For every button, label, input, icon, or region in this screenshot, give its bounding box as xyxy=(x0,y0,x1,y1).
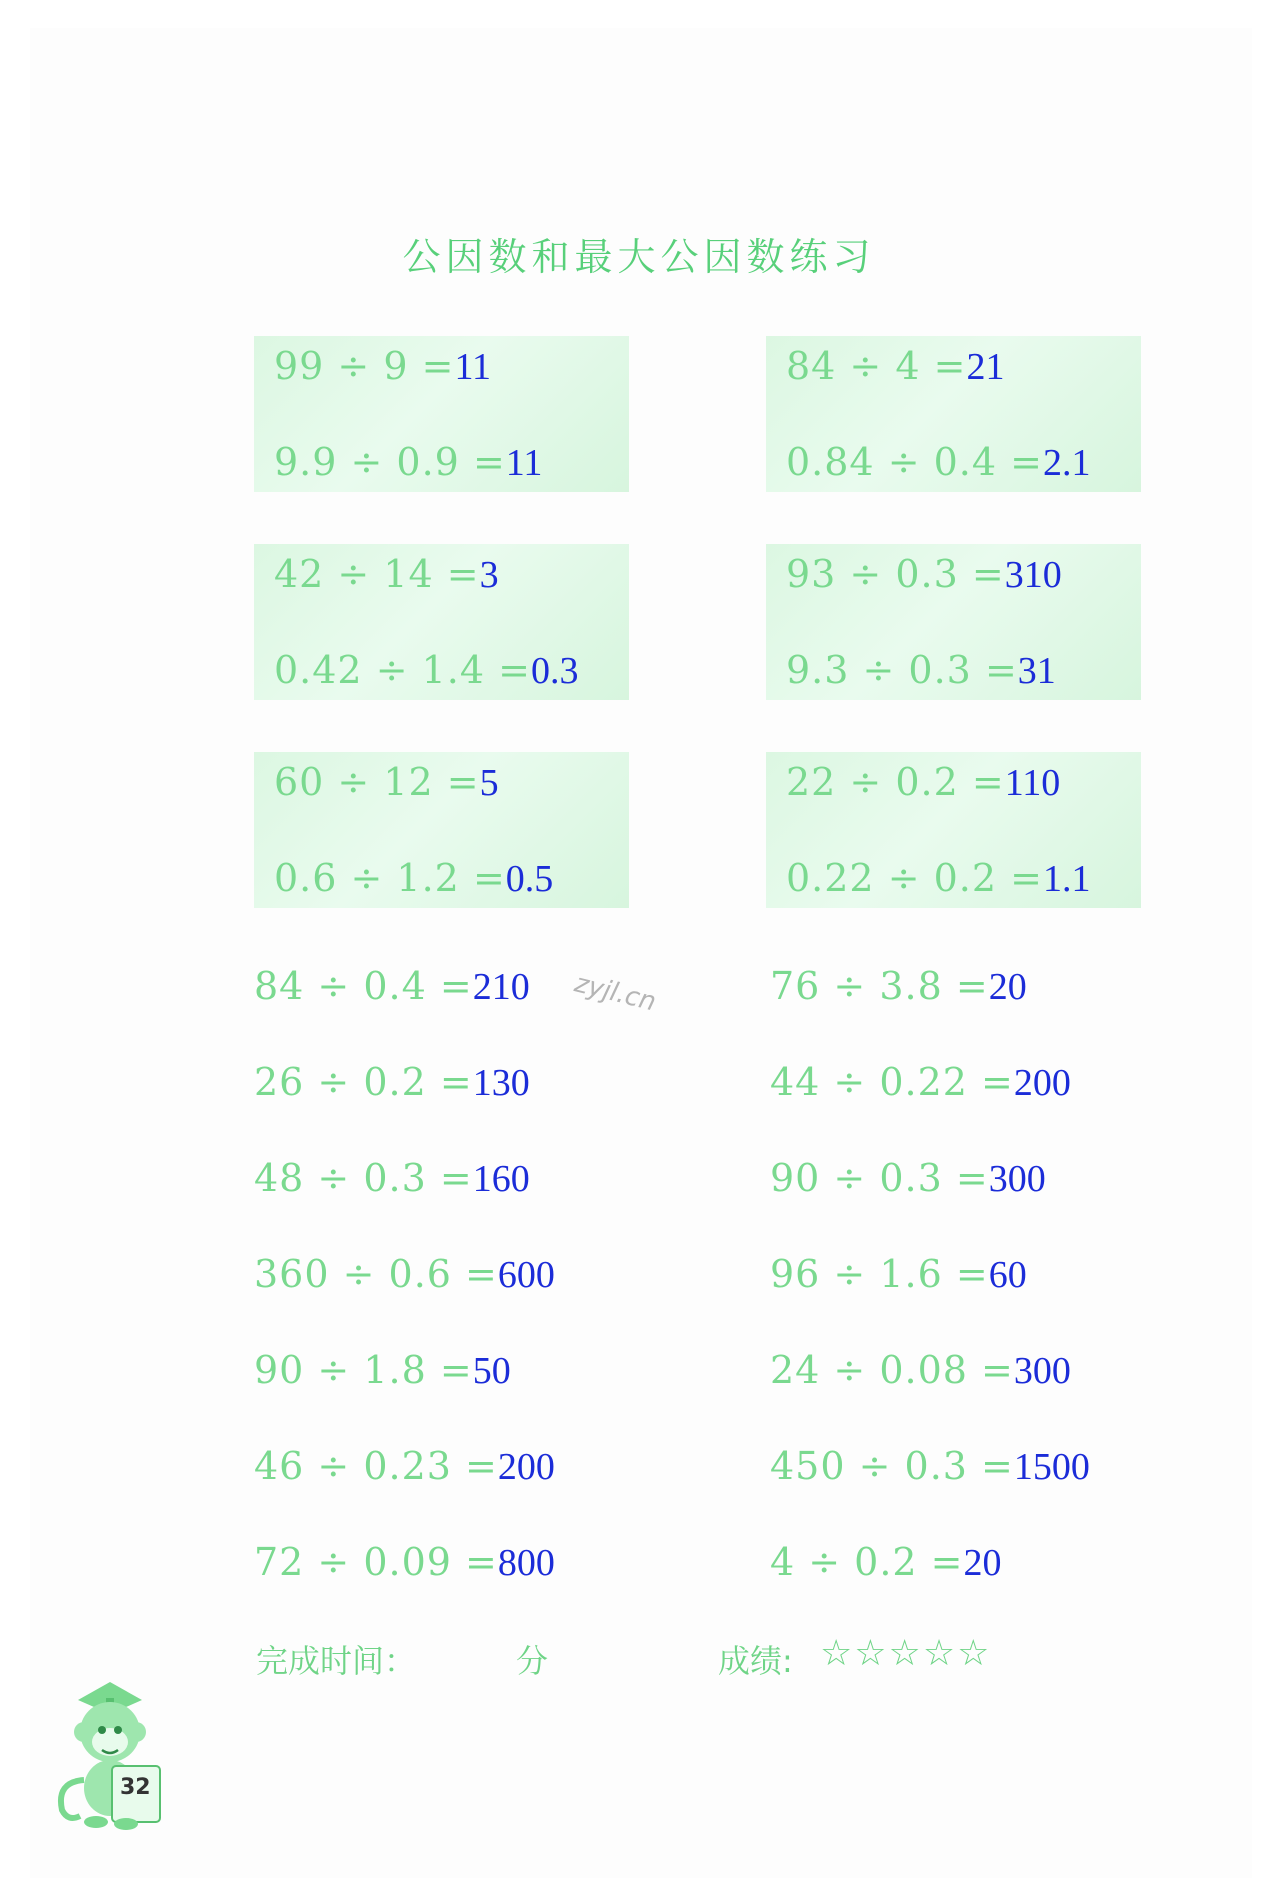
answer: 300 xyxy=(988,1158,1046,1200)
equation: 60 ÷ 12 =5 xyxy=(274,760,499,804)
answer: 11 xyxy=(505,442,543,484)
equation: 4 ÷ 0.2 =20 xyxy=(770,1540,1002,1584)
equation: 48 ÷ 0.3 =160 xyxy=(254,1156,530,1200)
equation: 0.22 ÷ 0.2 =1.1 xyxy=(786,856,1091,900)
page-number: 32 xyxy=(120,1775,151,1800)
page-title: 公因数和最大公因数练习 xyxy=(402,235,876,279)
rating-stars: ☆☆☆☆☆ xyxy=(820,1633,992,1674)
completion-time-label: 完成时间： xyxy=(256,1642,417,1680)
answer: 600 xyxy=(497,1254,555,1296)
answer: 200 xyxy=(1013,1062,1071,1104)
equation: 84 ÷ 0.4 =210 xyxy=(254,964,530,1008)
equation: 24 ÷ 0.08 =300 xyxy=(770,1348,1071,1392)
answer: 0.3 xyxy=(530,650,579,692)
minutes-label: 分 xyxy=(516,1642,549,1680)
equation: 90 ÷ 1.8 =50 xyxy=(254,1348,511,1392)
equation: 0.42 ÷ 1.4 =0.3 xyxy=(274,648,579,692)
answer: 200 xyxy=(497,1446,555,1488)
answer: 50 xyxy=(472,1350,511,1392)
equation: 44 ÷ 0.22 =200 xyxy=(770,1060,1071,1104)
answer: 60 xyxy=(988,1254,1027,1296)
answer: 130 xyxy=(472,1062,530,1104)
equation: 46 ÷ 0.23 =200 xyxy=(254,1444,555,1488)
answer: 20 xyxy=(988,966,1027,1008)
equation: 84 ÷ 4 =21 xyxy=(786,344,1005,388)
answer: 310 xyxy=(1004,554,1062,596)
equation: 76 ÷ 3.8 =20 xyxy=(770,964,1027,1008)
equation: 0.84 ÷ 0.4 =2.1 xyxy=(786,440,1091,484)
equation: 9.9 ÷ 0.9 =11 xyxy=(274,440,543,484)
equation: 9.3 ÷ 0.3 =31 xyxy=(786,648,1056,692)
equation: 99 ÷ 9 =11 xyxy=(274,344,492,388)
answer: 160 xyxy=(472,1158,530,1200)
answer: 110 xyxy=(1004,762,1061,804)
answer: 800 xyxy=(497,1542,555,1584)
answer: 11 xyxy=(454,346,492,388)
equation: 96 ÷ 1.6 =60 xyxy=(770,1252,1027,1296)
answer: 21 xyxy=(966,346,1005,388)
answer: 300 xyxy=(1013,1350,1071,1392)
answer: 0.5 xyxy=(505,858,554,900)
equation: 450 ÷ 0.3 =1500 xyxy=(770,1444,1090,1488)
equation: 42 ÷ 14 =3 xyxy=(274,552,499,596)
answer: 20 xyxy=(963,1542,1002,1584)
worksheet-page xyxy=(30,28,1252,1878)
equation: 90 ÷ 0.3 =300 xyxy=(770,1156,1046,1200)
answer: 1.1 xyxy=(1042,858,1091,900)
equation: 72 ÷ 0.09 =800 xyxy=(254,1540,555,1584)
answer: 31 xyxy=(1017,650,1056,692)
monkey-mascot-icon xyxy=(48,1670,168,1830)
equation: 360 ÷ 0.6 =600 xyxy=(254,1252,555,1296)
answer: 3 xyxy=(479,554,499,596)
answer: 5 xyxy=(479,762,499,804)
answer: 2.1 xyxy=(1042,442,1091,484)
equation: 0.6 ÷ 1.2 =0.5 xyxy=(274,856,554,900)
watermark: zyjl.cn xyxy=(571,968,659,1018)
score-label: 成绩: xyxy=(718,1642,793,1680)
equation: 26 ÷ 0.2 =130 xyxy=(254,1060,530,1104)
equation: 93 ÷ 0.3 =310 xyxy=(786,552,1062,596)
equation: 22 ÷ 0.2 =110 xyxy=(786,760,1061,804)
answer: 210 xyxy=(472,966,530,1008)
answer: 1500 xyxy=(1013,1446,1090,1488)
